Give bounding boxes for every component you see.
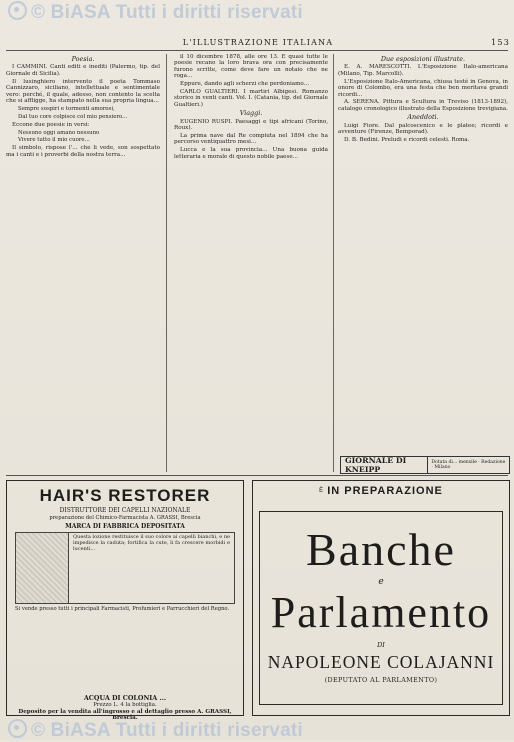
column-middle bbox=[174, 54, 328, 474]
hair-restorer-advert bbox=[6, 480, 244, 721]
paragraph: Eppure, dando agli scherzi che perdoniamo... bbox=[180, 81, 309, 88]
hair-restorer-closing: Deposito per la vendita all'ingrosso e al dettaglio presso A. GRASSI, Brescia. bbox=[18, 709, 232, 721]
ads-rule bbox=[6, 475, 508, 476]
verse-line: Vivere tutto il mio cuore... bbox=[18, 137, 90, 144]
paragraph: D. B. Bedini. Preludi e ricordi celesti. Roma. bbox=[344, 136, 470, 143]
hair-restorer-trademark: MARCA DI FABBRICA DEPOSITATA bbox=[65, 523, 185, 530]
banche-parlamento-advert bbox=[252, 480, 510, 716]
title-word-banche: Banche bbox=[306, 524, 456, 575]
paragraph: Luigi Fiore. Dal palcoscenico e le platee; ricordi e avventure (Firenze, Bemporad). bbox=[338, 122, 508, 136]
paragraph: Lucca e la sua provincia... Una buona guida letteraria e morale di questo nobile paese... bbox=[174, 147, 328, 160]
author-role: (DEPUTATO AL PARLAMENTO) bbox=[324, 676, 438, 684]
paragraph: Il simbolo, rispose l'... che li vede, son sospettato ma i canti e i proverbi della nostra terra... bbox=[6, 145, 160, 158]
paragraph: CARLO GUALTIERI. I martiri Albigesi. Romanzo storico in venti canti. Vol. I. (Catania, tip. del Giornale Gualtieri.) bbox=[174, 89, 328, 108]
paragraph: A. SERENA. Pittura e Scultura in Treviso (1813-1892), catalogo cronologico illustrato della Esposizione trevigiana. bbox=[338, 99, 508, 112]
hair-restorer-box bbox=[15, 532, 235, 604]
paragraph: La prima nave dal Re compiuta nel 1894 che ha percorso ventiquattro mesi... bbox=[174, 132, 328, 146]
section-heading-esposizioni: Due esposizioni illustrate. bbox=[380, 55, 466, 63]
author-name: NAPOLEONE COLAJANNI bbox=[267, 652, 495, 672]
author-prefix: DI bbox=[377, 641, 385, 649]
verse-line: Dal tuo core colpisce col mio pensiero... bbox=[18, 113, 128, 120]
in-preparation-banner: È IN PREPARAZIONE bbox=[319, 485, 443, 497]
paragraph: Il lusinghiero intervento il poeta Tommaso Cannizzaro, siciliano, intellettuale e sentimentale vero: perché, il quale, adesso, non contento la scelta che si affligge, ha stampato nella sua propria lingua... bbox=[6, 78, 160, 104]
kneipp-details: Dotata di... mensile · Redazione · Milano bbox=[431, 460, 506, 470]
verse-line: Nessuno oggi amano nessuno bbox=[18, 129, 100, 136]
watermark-bottom: © BiASA Tutti i diritti riservati bbox=[8, 719, 303, 742]
page-number: 153 bbox=[491, 38, 510, 47]
section-heading-viaggi: Viaggi. bbox=[239, 109, 263, 118]
page-header bbox=[6, 38, 510, 49]
hair-restorer-subtitle: DISTRUTTORE DEI CAPELLI NAZIONALE bbox=[59, 507, 191, 514]
journal-title: L'ILLUSTRAZIONE ITALIANA bbox=[182, 38, 334, 47]
hair-restorer-price: Prezzo L. 4 la bottiglia. bbox=[93, 702, 157, 708]
column-left bbox=[6, 54, 160, 472]
paragraph: I CAMMINI. Canti editi e inediti (Palermo, tip. del Giornale di Sicilia). bbox=[6, 64, 160, 77]
biasa-logo-icon bbox=[8, 1, 27, 20]
column-divider bbox=[333, 54, 334, 472]
title-conjunction: e bbox=[378, 577, 384, 587]
kneipp-title: GIORNALE DI KNEIPP bbox=[341, 457, 428, 473]
paragraph: L'Esposizione Italo-Americana, chiusa testé in Genova, in onore di Colombo, era una festa che ben meritava grandi ricordi... bbox=[338, 78, 508, 98]
hair-restorer-note: Si vende presso tutti i principali Farmacisti, Profumieri e Parrucchieri del Regno. bbox=[15, 606, 230, 612]
watermark-top: © BiASA Tutti i diritti riservati bbox=[8, 1, 303, 24]
hair-restorer-preparer: preparazione del Chimico-Farmacista A. GRASSI, Brescia bbox=[49, 515, 201, 521]
water-title: ACQUA DI COLONIA ... bbox=[83, 694, 167, 702]
hair-restorer-body: Questa lozione restituisce il suo colore ai capelli bianchi, e ne impedisce la caduta; fortifica la cute, li fa crescere morbidi e lucenti... bbox=[73, 534, 230, 552]
header-rule bbox=[6, 50, 508, 51]
bottle-illustration bbox=[16, 533, 69, 603]
hair-restorer-title: HAIR'S RESTORER bbox=[39, 486, 211, 505]
kneipp-advert bbox=[340, 456, 510, 474]
column-divider bbox=[166, 54, 167, 472]
section-heading-aneddoti: Aneddoti. bbox=[407, 113, 439, 122]
title-word-parlamento: Parlamento bbox=[270, 588, 492, 637]
paragraph: E. A. MARESCOTTI. L'Esposizione Italo-americana (Milano, Tip. Marcolli). bbox=[338, 64, 508, 77]
paragraph: Eccone due poesie in versi: bbox=[12, 121, 90, 128]
column-right bbox=[338, 54, 508, 452]
paragraph: EUGENIO RUSPI. Paesaggi e tipi africani (Torino, Roux). bbox=[174, 118, 328, 132]
paragraph: il 10 dicembre 1878, alle ore 13. E quasi tutte le poesie recano la loro brava ora con precisamente furono scritte, come deve fare un notaio che ne roga... bbox=[174, 54, 328, 80]
section-heading-poesia: Poesia. bbox=[71, 55, 95, 63]
verse-line: Sempre sospiri e tormenti amorosi, bbox=[18, 105, 115, 112]
biasa-logo-icon bbox=[8, 719, 27, 738]
